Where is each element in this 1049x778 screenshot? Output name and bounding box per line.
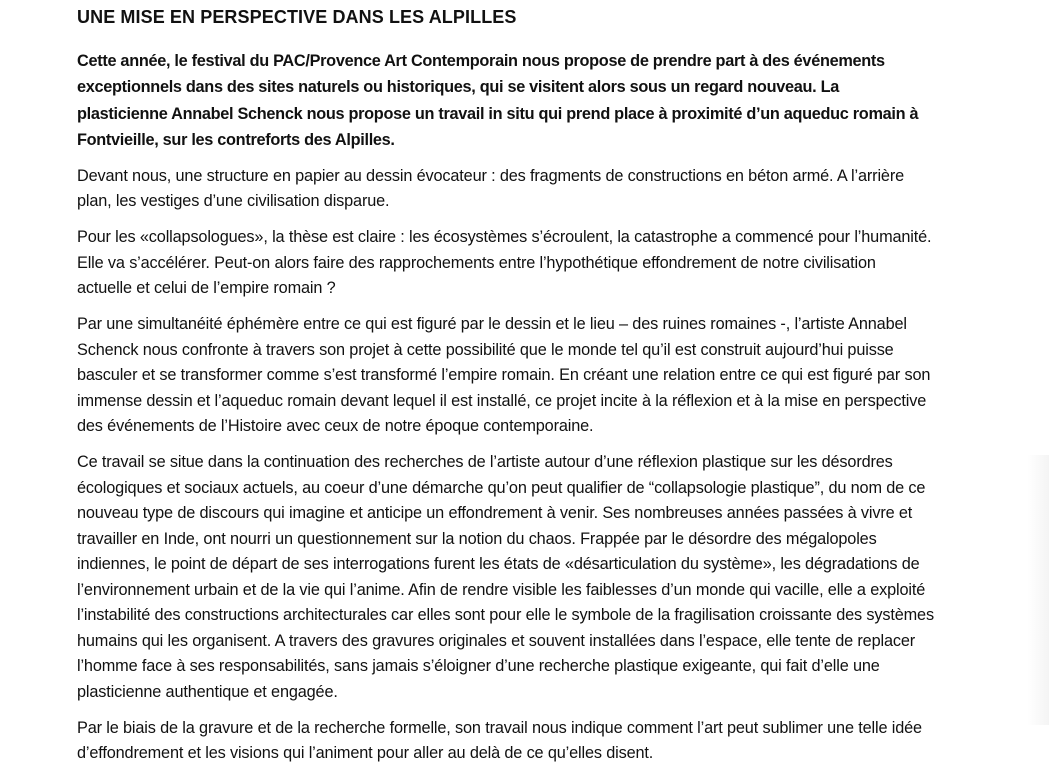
paragraph-line: travailler en Inde, ont nourri un questionnement sur la notion du chaos. Frappée par le désordre des mégalopoles [77,529,877,548]
body-paragraph [77,716,1037,767]
body-paragraph [77,312,1037,440]
paragraph-line: humains qui les organisent. A travers des gravures originales et souvent installées dans l’espace, elle tente de replacer [77,631,916,650]
paragraph-line: nouveau type de discours qui imagine et anticipe un effondrement à venir. Ses nombreuses années passées à vivre et [77,504,913,523]
article-body [77,48,1037,767]
paragraph-line: l’homme face à ses responsabilités, sans jamais s’éloigner d’une recherche plastique exigeante, qui fait d’elle une [77,657,880,676]
paragraph-line: exceptionnels dans des sites naturels ou historiques, qui se visitent alors sous un regard nouveau. La [77,78,839,97]
paragraph-line: l’environnement urbain et de la vie qui l’anime. Afin de rendre visible les faiblesses d’un monde qui vacille, elle a exploité [77,580,926,599]
paragraph-line: l’instabilité des constructions architecturales car elles sont pour elle le symbole de la fragilisation croissante des systèmes [77,606,934,625]
paragraph-line: Par le biais de la gravure et de la recherche formelle, son travail nous indique comment l’art peut sublimer une telle idée [77,718,922,737]
paragraph-line: écologiques et sociaux actuels, au coeur d’une démarche qu’on peut qualifier de “collapsologie plastique”, du nom de ce [77,478,926,497]
paragraph-line: basculer et se transformer comme s’est transformé l’empire romain. En créant une relation entre ce qui est figuré par son [77,366,931,385]
paragraph-line: plasticienne authentique et engagée. [77,682,338,701]
section-heading: UNE MISE EN PERSPECTIVE DANS LES ALPILLES [77,7,517,27]
paragraph-line: plan, les vestiges d’une civilisation disparue. [77,192,390,211]
paragraph-line: d’effondrement et les visions qui l’animent pour aller au delà de ce qu’elles disent. [77,744,654,763]
scroll-shadow [1027,455,1049,725]
body-paragraph [77,225,1037,302]
body-paragraph [77,164,1037,215]
paragraph-line: Schenck nous confronte à travers son projet à cette possibilité que le monde tel qu’il est construit aujourd’hui puisse [77,340,894,359]
paragraph-line: actuelle et celui de l’empire romain ? [77,279,336,298]
lead-paragraph [77,48,1037,153]
paragraph-line: Fontvieille, sur les contreforts des Alpilles. [77,130,395,149]
paragraph-line: Par une simultanéité éphémère entre ce qui est figuré par le dessin et le lieu – des ruines romaines -, l’artiste Annabel [77,315,907,334]
paragraph-line: immense dessin et l’aqueduc romain devant lequel il est installé, ce projet incite à la réflexion et à la mise en perspective [77,391,927,410]
paragraph-line: Elle va s’accélérer. Peut-on alors faire des rapprochements entre l’hypothétique effondrement de notre civilisation [77,253,876,272]
paragraph-line: plasticienne Annabel Schenck nous propose un travail in situ qui prend place à proximité d’un aqueduc romain à [77,104,919,123]
paragraph-line: Cette année, le festival du PAC/Provence Art Contemporain nous propose de prendre part à des événements [77,52,885,70]
body-paragraph [77,450,1037,705]
paragraph-line: Devant nous, une structure en papier au dessin évocateur : des fragments de constructions en béton armé. A l’arrière [77,166,904,185]
article [77,4,1037,777]
paragraph-line: Ce travail se situe dans la continuation des recherches de l’artiste autour d’une réflexion plastique sur les désordres [77,453,893,472]
paragraph-line: indiennes, le point de départ de ses interrogations furent les états de «désarticulation du système», les dégradations de [77,555,920,574]
paragraph-line: Pour les «collapsologues», la thèse est claire : les écosystèmes s’écroulent, la catastrophe a commencé pour l’humanité. [77,228,932,247]
paragraph-line: des événements de l’Histoire avec ceux de notre époque contemporaine. [77,417,594,436]
